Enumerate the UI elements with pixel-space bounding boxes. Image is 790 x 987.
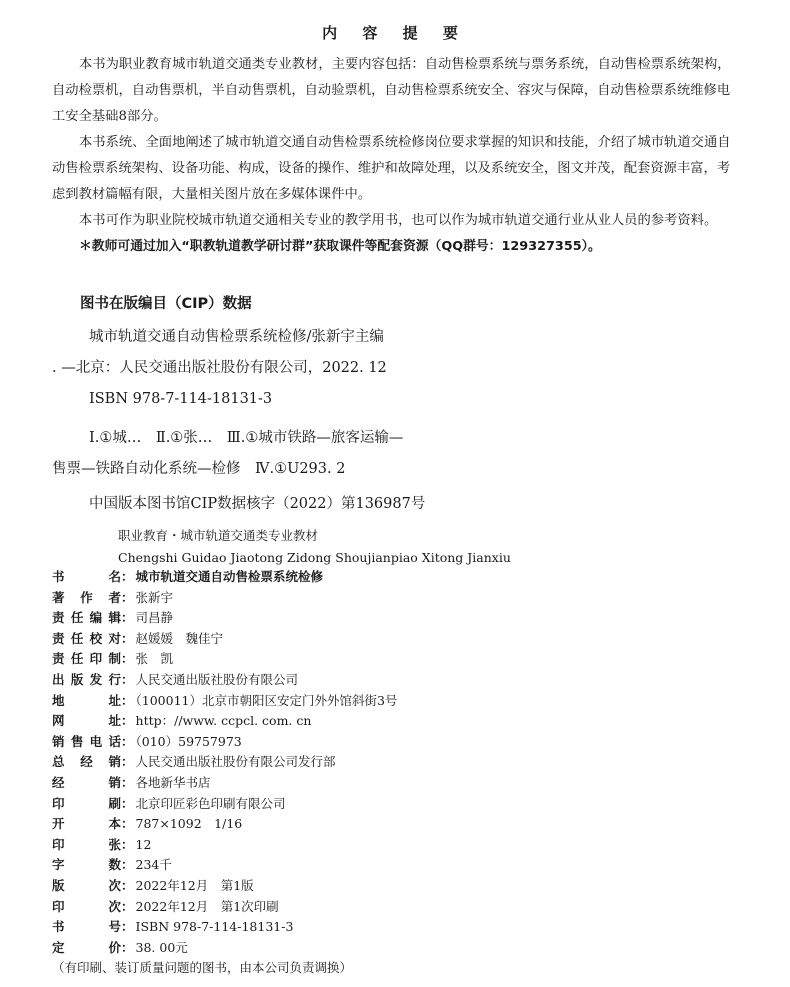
- record-row: [52, 897, 397, 918]
- quality-note: （有印刷、装订质量问题的图书，由本公司负责调换）: [52, 960, 353, 976]
- cip-number-line: 中国版本图书馆CIP数据核字（2022）第136987号: [89, 496, 426, 512]
- record-colon: ：: [121, 569, 134, 584]
- record-value: 司昌静: [135, 610, 174, 626]
- record-row: [52, 649, 397, 670]
- record-colon: ：: [121, 939, 134, 955]
- record-value: （100011）北京市朝阳区安定门外外馆斜街3号: [135, 692, 398, 708]
- record-colon: ：: [121, 877, 134, 893]
- record-value: 北京印匠彩色印刷有限公司: [135, 795, 286, 811]
- teacher-resource-notice: ＊教师可通过加入“职教轨道教学研讨群”获取课件等配套资源（QQ群号：129327355）。: [79, 239, 601, 254]
- record-row: [52, 629, 397, 650]
- cip-title-line: 城市轨道交通自动售检票系统检修/张新宇主编: [89, 329, 384, 345]
- record-value: 张新宇: [135, 589, 174, 605]
- record-label: 总经销: [52, 754, 121, 770]
- record-colon: ：: [121, 774, 134, 790]
- record-row: [52, 670, 397, 691]
- record-value: 38. 00元: [135, 939, 188, 955]
- record-row: [52, 711, 397, 732]
- record-value: http：//www. ccpcl. com. cn: [135, 713, 312, 729]
- record-colon: ：: [121, 589, 134, 605]
- record-colon: ：: [121, 754, 134, 770]
- series-pinyin: Chengshi Guidao Jiaotong Zidong Shoujianpiao Xitong Jianxiu: [118, 550, 511, 565]
- record-value: 城市轨道交通自动售检票系统检修: [135, 569, 324, 584]
- summary-paragraph-1: 本书为职业教育城市轨道交通类专业教材，主要内容包括：自动售检票系统与票务系统，自动售检票系统架构，自动检票机，自动售票机，半自动售票机，自动验票机，自动售检票系统安全、容灾与保障，自动售检票系统维修电工安全基础8部分。: [52, 57, 731, 124]
- record-label: 责任编辑: [52, 610, 121, 626]
- record-row: [52, 938, 397, 959]
- record-label: 地址: [52, 692, 121, 708]
- record-colon: ：: [121, 816, 134, 832]
- record-colon: ：: [121, 692, 134, 708]
- record-colon: ：: [121, 630, 134, 646]
- cip-publisher-line: . —北京：人民交通出版社股份有限公司，2022. 12: [52, 360, 387, 376]
- record-row: [52, 732, 397, 753]
- record-value: 2022年12月 第1版: [135, 877, 254, 893]
- record-value: ISBN 978-7-114-18131-3: [135, 919, 294, 935]
- record-row: [52, 752, 397, 773]
- record-colon: ：: [121, 733, 134, 749]
- record-row: [52, 567, 397, 588]
- record-value: 12: [135, 836, 152, 852]
- record-colon: ：: [121, 919, 134, 935]
- record-row: [52, 773, 397, 794]
- record-label: 印次: [52, 898, 121, 914]
- record-label: 印张: [52, 836, 121, 852]
- record-value: 张 凯: [135, 651, 174, 667]
- record-row: [52, 691, 397, 712]
- record-row: [52, 608, 397, 629]
- publication-record: [52, 567, 397, 976]
- record-row: [52, 876, 397, 897]
- record-label: 出版发行: [52, 671, 121, 687]
- record-colon: ：: [121, 713, 134, 729]
- record-colon: ：: [121, 610, 134, 626]
- record-label: 著作者: [52, 589, 121, 605]
- page-title: 内 容 提 要: [322, 24, 468, 42]
- record-label: 版次: [52, 877, 121, 893]
- record-row: [52, 917, 397, 938]
- record-label: 字数: [52, 857, 121, 873]
- record-value: 人民交通出版社股份有限公司发行部: [135, 754, 336, 770]
- record-row: [52, 814, 397, 835]
- record-label: 书号: [52, 919, 121, 935]
- record-value: 各地新华书店: [135, 774, 211, 790]
- record-colon: ：: [121, 857, 134, 873]
- cip-data-block: [52, 322, 752, 520]
- record-value: （010）59757973: [135, 733, 242, 749]
- record-colon: ：: [121, 651, 134, 667]
- cip-heading: 图书在版编目（CIP）数据: [80, 296, 252, 312]
- record-value: 234千: [135, 857, 172, 873]
- record-label: 开本: [52, 816, 121, 832]
- record-value: 787×1092 1/16: [135, 816, 243, 832]
- record-row: [52, 794, 397, 815]
- cip-isbn-line: ISBN 978-7-114-18131-3: [89, 391, 273, 407]
- record-label: 定价: [52, 939, 121, 955]
- record-colon: ：: [121, 671, 134, 687]
- record-row: [52, 835, 397, 856]
- record-label: 责任校对: [52, 630, 121, 646]
- series-name: 职业教育・城市轨道交通类专业教材: [118, 528, 319, 543]
- record-value: 赵媛媛 魏佳宁: [135, 630, 224, 646]
- record-value: 2022年12月 第1次印刷: [135, 898, 279, 914]
- record-row: [52, 588, 397, 609]
- record-label: 经销: [52, 774, 121, 790]
- record-row: [52, 855, 397, 876]
- cip-classification-line-2: 售票—铁路自动化系统—检修 Ⅳ.①U293. 2: [52, 461, 346, 477]
- record-colon: ：: [121, 898, 134, 914]
- record-label: 网址: [52, 713, 121, 729]
- record-label: 责任印制: [52, 651, 121, 667]
- record-colon: ：: [121, 795, 134, 811]
- summary-paragraph-2: 本书系统、全面地阐述了城市轨道交通自动售检票系统检修岗位要求掌握的知识和技能，介绍了城市轨道交通自动售检票系统架构、设备功能、构成，设备的操作、维护和故障处理，以及系统安全，图文并茂，配套资源丰富，考虑到教材篇幅有限，大量相关图片放在多媒体课件中。: [52, 135, 731, 202]
- summary-section: [52, 52, 742, 260]
- record-colon: ：: [121, 836, 134, 852]
- record-value: 人民交通出版社股份有限公司: [135, 671, 299, 687]
- record-label: 书名: [52, 569, 121, 584]
- record-label: 销售电话: [52, 733, 121, 749]
- series-info: [118, 525, 511, 569]
- record-label: 印刷: [52, 795, 121, 811]
- cip-classification-line: Ⅰ.①城… Ⅱ.①张… Ⅲ.①城市铁路—旅客运输—: [89, 430, 404, 446]
- summary-paragraph-3: 本书可作为职业院校城市轨道交通相关专业的教学用书，也可以作为城市轨道交通行业从业人员的参考资料。: [79, 213, 718, 228]
